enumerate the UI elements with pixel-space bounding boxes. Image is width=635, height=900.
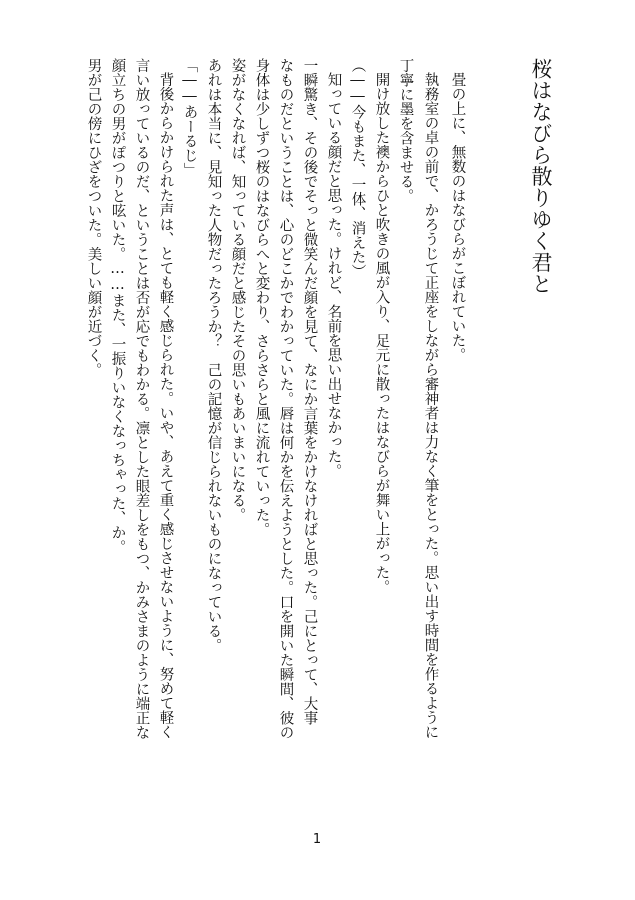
body-line-7: 一瞬驚き、その後でそっと微笑んだ顔を見て、なにか言葉をかけなければと思った。己にとって、大事 [301,58,318,725]
body-line-2: 執務室の卓の前で、かろうじて正座をしながら審神者は力なく筆をとった。思い出す時間を作るように [422,72,439,739]
body-line-14: 言い放っているのだ、ということは否が応でもわかる。凛とした眼差しをもつ、かみさまのように端正な [133,58,150,740]
body-line-15: 顔立ちの男がぽつりと呟いた。……また、一振りいなくなっちゃった、か。 [109,58,126,554]
body-line-4: 開け放した襖からひと吹きの風が入り、足元に散ったはなびらが舞い上がった。 [373,72,390,594]
body-line-12: 「――あーるじ」 [181,58,198,177]
body-line-6: 知っている顔だと思った。けれど、名前を思い出せなかった。 [325,72,342,478]
story-title: 桜はなびら散りゆく君と [529,58,553,295]
body-line-11: あれは本当に、見知った人物だったろうか？ 己の記憶が信じられないものになっている。 [205,58,222,653]
body-line-10: 姿がなくなれば、知っている顔だと感じたその思いもあいまいになる。 [229,58,246,522]
body-line-16: 男が己の傍にひざをついた。美しい顔が近づく。 [85,58,102,377]
body-line-13: 背後からかけられた声は、とても軽く感じられた。いや、あえて重く感じさせないように、努めて軽く [157,72,174,739]
body-line-3: 丁寧に墨を含ませる。 [397,58,414,203]
body-line-8: なものだということは、心のどこかでわかっていた。唇は何かを伝えようとした。口を開いた瞬間、彼の [277,58,294,740]
body-line-5: （――今もまた、一体、消えた） [349,58,366,279]
page-number: 1 [312,832,322,847]
body-line-9: 身体は少しずつ桜のはなびらへと変わり、さらさらと風に流れていった。 [253,58,270,537]
body-line-1: 畳の上に、無数のはなびらがこぼれていた。 [449,72,466,362]
